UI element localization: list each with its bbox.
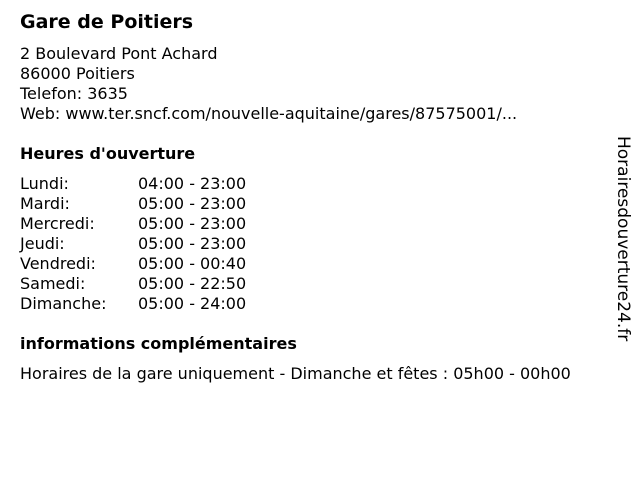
day-label: Vendredi: [20,254,96,273]
additional-info-text: Horaires de la gare uniquement - Dimanche et fêtes : 05h00 - 00h00 [20,364,571,383]
time-range: 05:00 - 23:00 [138,194,247,213]
day-label: Mardi: [20,194,70,213]
website-link[interactable]: Web: www.ter.sncf.com/nouvelle-aquitaine/gares/87575001/... [20,104,518,123]
additional-info-heading: informations complémentaires [20,334,297,353]
station-address-block [20,44,517,124]
time-range: 05:00 - 00:40 [138,254,247,273]
day-label: Mercredi: [20,214,95,233]
day-label: Jeudi: [20,234,65,253]
time-range: 04:00 - 23:00 [138,174,247,193]
opening-hours-heading: Heures d'ouverture [20,144,196,163]
address-street: 2 Boulevard Pont Achard [20,44,218,63]
day-label: Dimanche: [20,294,107,313]
station-title: Gare de Poitiers [20,11,194,33]
time-range: 05:00 - 22:50 [138,274,247,293]
address-city: 86000 Poitiers [20,64,135,83]
day-label: Lundi: [20,174,69,193]
time-range: 05:00 - 23:00 [138,214,247,233]
phone-number: Telefon: 3635 [20,84,128,103]
time-range: 05:00 - 24:00 [138,294,247,313]
day-label: Samedi: [20,274,86,293]
site-watermark: Horairesdouverture24.fr [613,136,633,342]
time-range: 05:00 - 23:00 [138,234,247,253]
